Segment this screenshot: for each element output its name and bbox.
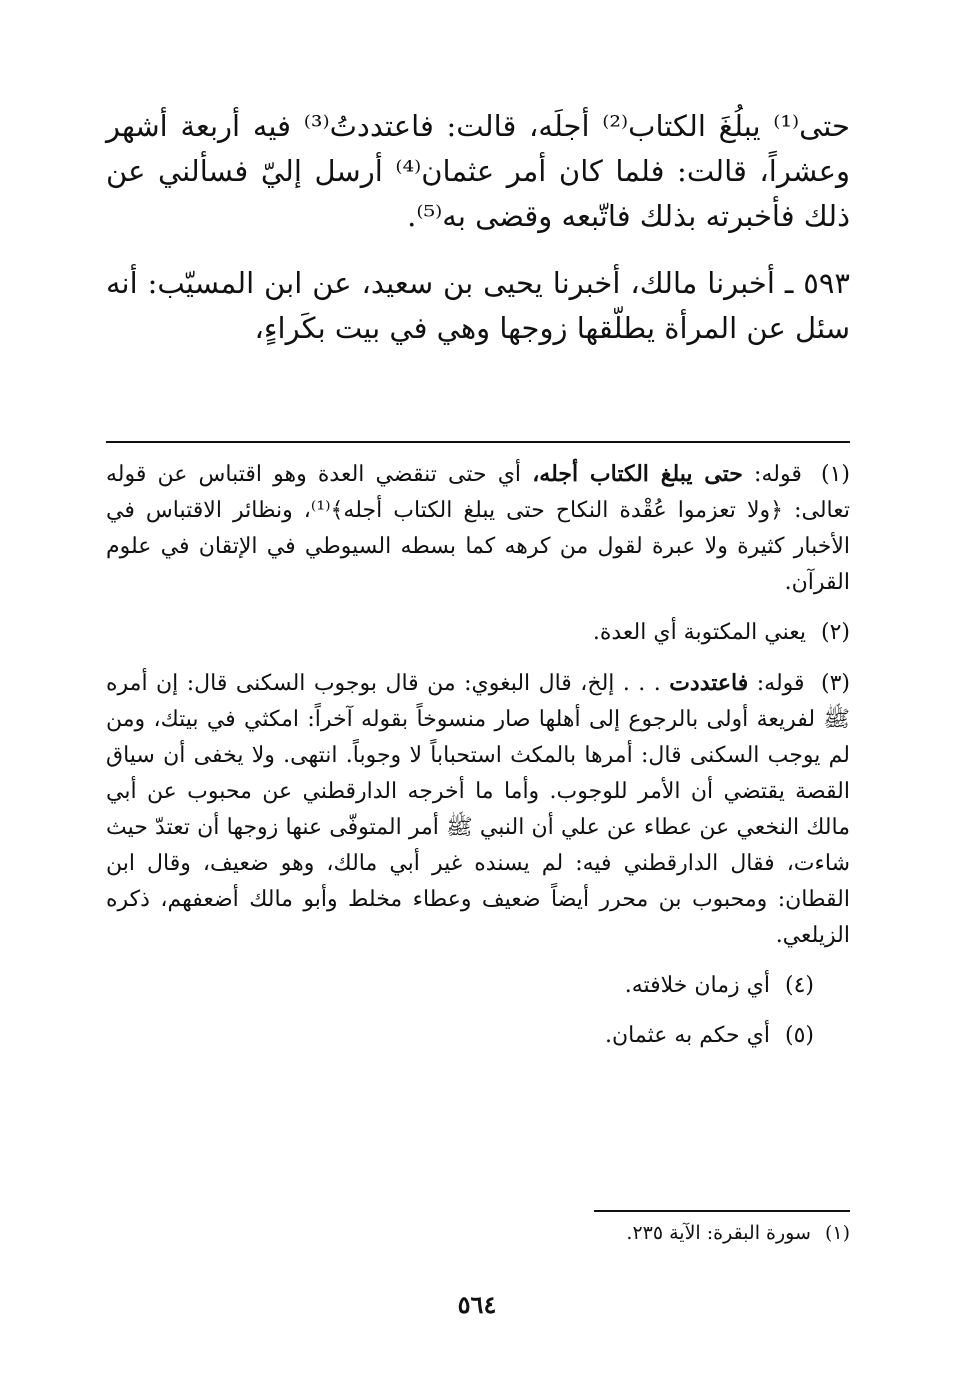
footnote-number: (١): [824, 1222, 850, 1244]
page-number: ٥٦٤: [457, 1290, 497, 1319]
note-number: (٥): [784, 1023, 814, 1048]
note-quote: حتى يبلغ الكتاب أجله،: [532, 461, 743, 487]
note-text: أي حكم به عثمان.: [605, 1023, 770, 1048]
commentary-section: [106, 456, 850, 1068]
note-number: (٣): [821, 671, 851, 696]
note-number: (٤): [784, 973, 814, 998]
note-text: أي زمان خلافته.: [624, 973, 770, 998]
footnote-divider: [594, 1210, 850, 1212]
commentary-note-4: [106, 968, 850, 1004]
commentary-note-2: [106, 615, 850, 651]
note-lead: قوله:: [756, 671, 805, 696]
footnote: [106, 1218, 850, 1248]
main-paragraph: حتى⁽¹⁾ يبلُغَ الكتاب⁽²⁾ أجلَه، قالت: فاعتددتُ⁽³⁾ فيه أربعة أشهر وعشراً، قالت: فلما كان أمر عثمان⁽⁴⁾ أرسل إليّ فسألني عن ذلك فأخبرته بذلك فاتّبعه وقضى به⁽⁵⁾.: [106, 109, 851, 233]
commentary-note-3: [106, 665, 850, 954]
note-lead: قوله:: [754, 462, 802, 487]
note-number: (١): [821, 462, 851, 487]
note-text: يعني المكتوبة أي العدة.: [592, 620, 806, 645]
main-text: [106, 104, 850, 351]
commentary-note-1: [106, 456, 850, 601]
note-text: . . . إلخ، قال البغوي: من قال بوجوب السكنى قال: إن أمره ﷺ لفريعة أولى بالرجوع إلى أهلها صار منسوخاً بقوله آخراً: امكثي في بيتك، ومن لم يوجب السكنى قال: أمرها بالمكث استحباباً لا وجوباً. انتهى. ولا يخفى أن سياق القصة يقتضي أن الأمر للوجوب. وأما ما أخرجه الدارقطني عن محبوب عن أبي مالك النخعي عن عطاء عن علي أن النبي ﷺ أمر المتوفّى عنها زوجها أن تعتدّ حيث شاءت، فقال الدارقطني فيه: لم يسنده غير أبي مالك، وهو ضعيف، وقال ابن القطان: ومحبوب بن محرر أيضاً ضعيف وعطاء مخلط وأبو مالك أضعفهم، ذكره الزيلعي.: [106, 671, 850, 948]
main-divider: [106, 441, 850, 443]
commentary-note-5: [106, 1018, 850, 1054]
note-quote: فاعتددت: [669, 670, 749, 696]
footnote-text: سورة البقرة: الآية ٢٣٥.: [626, 1222, 811, 1244]
hadith-paragraph: ٥٩٣ ـ أخبرنا مالك، أخبرنا يحيى بن سعيد، عن ابن المسيّب: أنه سئل عن المرأة يطلّقها زوجها وهي في بيت بكَراءٍ،: [106, 266, 850, 345]
note-number: (٢): [820, 620, 850, 645]
note-text: أي حتى تنقضي العدة وهو اقتباس عن قوله تعالى: ﴿ولا تعزموا عُقْدة النكاح حتى يبلغ الكتاب أجله﴾⁽¹⁾، ونظائر الاقتباس في الأخبار كثيرة ولا عبرة لقول من كرهه كما بسطه السيوطي في الإتقان في علوم القرآن.: [106, 462, 850, 595]
